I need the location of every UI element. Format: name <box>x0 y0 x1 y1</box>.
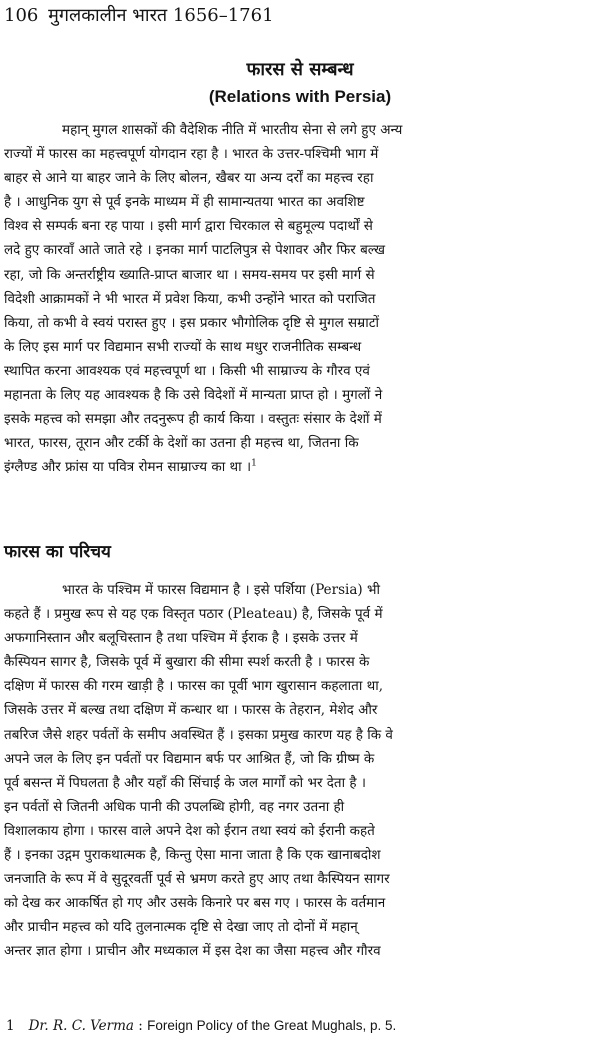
text-line: कहते हैं । प्रमुख रूप से यह एक विस्तृत पठार (Pleateau) है, जिसके पूर्व में <box>4 606 383 623</box>
text-line: अफगानिस्तान और बलूचिस्तान है तथा पश्चिम में ईराक है । इसके उत्तर में <box>4 630 358 647</box>
text-line: स्थापित करना आवश्यक एवं महत्त्वपूर्ण था । किसी भी साम्राज्य के गौरव एवं <box>4 362 370 379</box>
text-line: विदेशी आक्रामकों ने भी भारत में प्रवेश किया, कभी उन्होंने भारत को पराजित <box>4 290 376 307</box>
paragraph-persia-intro <box>4 578 592 964</box>
paragraph-relations <box>4 118 592 479</box>
text-line: अन्तर ज्ञात होगा । प्राचीन और मध्यकाल में इस देश का जैसा महत्त्व और गौरव <box>4 943 381 960</box>
text-line: है । आधुनिक युग से पूर्व इनके माध्यम में ही सामान्यतया भारत का अवशिष्ट <box>4 194 365 211</box>
text-line: रहा, जो कि अन्तर्राष्ट्रीय ख्याति-प्राप्त बाजार था । समय-समय पर इसी मार्ग से <box>4 266 375 283</box>
text-line: हैं । इनका उद्गम पुराकथात्मक है, किन्तु ऐसा माना जाता है कि एक खानाबदोश <box>4 847 381 864</box>
footnote-author: Dr. R. C. Verma <box>28 1018 134 1034</box>
section-heading-persia-intro: फारस का परिचय <box>4 542 111 562</box>
text-line: बाहर से आने या बाहर जाने के लिए बोलन, खैबर या अन्य दर्रों का महत्त्व रहा <box>4 170 374 187</box>
text-line: कैस्पियन सागर है, जिसके पूर्व में बुखारा की सीमा स्पर्श करती है । फारस के <box>4 654 370 671</box>
footnote-number: 1 <box>6 1018 15 1034</box>
text-line: भारत के पश्चिम में फारस विद्यमान है । इसे पर्शिया (Persia) भी <box>62 582 380 598</box>
text-line: इन पर्वतों से जितनी अधिक पानी की उपलब्धि होगी, वह नगर उतना ही <box>4 798 345 815</box>
book-title: मुगलकालीन भारत 1656–1761 <box>48 5 274 26</box>
text-line: भारत, फारस, तूरान और टर्की के देशों का उतना ही महत्त्व था, जितना कि <box>4 435 359 452</box>
text-line: विश्व से सम्पर्क बना रह पाया । इसी मार्ग द्वारा चिरकाल से बहुमूल्य पदार्थों से <box>4 218 373 235</box>
text-line-last <box>4 455 592 479</box>
footnote-work: Foreign Policy of the Great Mughals, p. 5. <box>147 1018 397 1033</box>
text-line: किया, तो कभी वे स्वयं परास्त हुए । इस प्रकार भौगोलिक दृष्टि से मुगल सम्राटों <box>4 314 380 331</box>
text-line: दक्षिण में फारस की गरम खाड़ी है । फारस का पूर्वी भाग खुरासान कहलाता था, <box>4 678 384 695</box>
text-line: विशालकाय होगा । फारस वाले अपने देश को ईरान तथा स्वयं को ईरानी कहते <box>4 822 375 839</box>
text-line: राज्यों में फारस का महत्त्वपूर्ण योगदान रहा है । भारत के उत्तर-पश्चिमी भाग में <box>4 146 379 163</box>
text-line: जनजाति के रूप में वे सुदूरवर्ती पूर्व से भ्रमण करते हुए आए तथा कैस्पियन सागर <box>4 871 390 888</box>
text-line: इसके महत्त्व को समझा और तदनुरूप ही कार्य किया । वस्तुतः संसार के देशों में <box>4 411 382 428</box>
text-line: अपने जल के लिए इन पर्वतों पर विद्यमान बर्फ पर आश्रित हैं, जो कि ग्रीष्म के <box>4 750 375 767</box>
footnote-mark[interactable]: 1 <box>251 458 257 469</box>
running-head <box>4 4 274 28</box>
text-line: के लिए इस मार्ग पर विद्यमान सभी राज्यों के साथ मधुर राजनीतिक सम्बन्ध <box>4 338 362 355</box>
text-line: पूर्व बसन्त में पिघलता है और यहाँ की सिंचाई के जल मार्गों को भर देता है । <box>4 774 366 791</box>
section-title: फारस से सम्बन्ध <box>246 59 354 80</box>
footnote-separator: : <box>133 1018 148 1034</box>
text-line: जिसके उत्तर में बल्ख तथा दक्षिण में कन्धार था । फारस के तेहरान, मेशेद और <box>4 702 378 719</box>
text-line: महानता के लिए यह आवश्यक है कि उसे विदेशों में मान्यता प्राप्त हो । मुगलों ने <box>4 387 383 404</box>
text-line: और प्राचीन महत्त्व को यदि तुलनात्मक दृष्टि से देखा जाए तो दोनों में महान् <box>4 919 358 936</box>
last-line-text: इंग्लैण्ड और फ्रांस या पवित्र रोमन साम्राज्य का था । <box>4 459 252 476</box>
text-line: को देख कर आकर्षित हो गए और उसके किनारे पर बस गए । फारस के वर्तमान <box>4 895 386 912</box>
text-line: महान् मुगल शासकों की वैदेशिक नीति में भारतीय सेना से लगे हुए अन्य <box>62 122 403 138</box>
text-line: तबरिज जैसे शहर पर्वतों के समीप अवस्थित हैं । इसका प्रमुख कारण यह है कि वे <box>4 726 393 743</box>
section-subtitle: (Relations with Persia) <box>208 87 392 106</box>
footnote <box>6 1016 396 1036</box>
page-number: 106 <box>4 5 39 26</box>
text-line: लदे हुए कारवाँ आते जाते रहे । इनका मार्ग पाटलिपुत्र से पेशावर और फिर बल्ख <box>4 242 386 259</box>
